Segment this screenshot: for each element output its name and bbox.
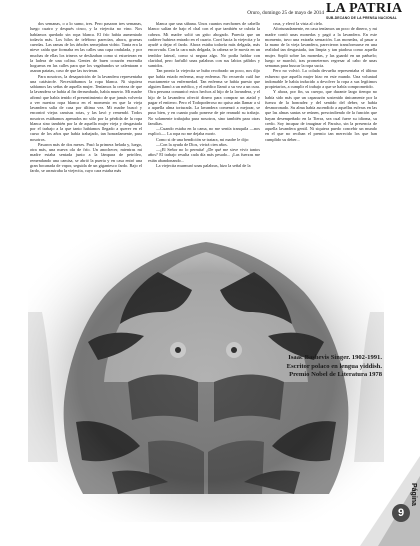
paragraph: Afortunadamente, en casa teníamos un poco de dinero, y mi madre contó unas monedas y pagó a la lavandera. En este momento, tuvo una extraña sensación. Las monedas, al pasar a la mano de la vieja lavandera, parecieron transformarse en una realidad tan desgastada, tan limpia y tan piadosa como aquella mujer. Sopló sobre las monedas, y las guardó en un pañuelo; luego se marchó, tras prometernos regresar al cabo de unas semanas para buscar la ropa sucia.	[265, 26, 377, 68]
text-column-2	[148, 21, 260, 226]
author-credit	[264, 354, 382, 380]
paragraph: Y ahora, por fin, su cuerpo, que durante largo tiempo no había sido más que un caparazón sostenido únicamente por la fuerza de la honradez y del sentido del deber, se había desmoronado. Su alma había ascendido a aquellas esferas en las que las almas santas se reúnen, prescindiendo de la función que hayan desempeñado en la Tierra, sea cual fuere su idioma, su credo. Soy incapaz de imaginar el Paraíso, sin la presencia de aquella lavandera gentil. Ni siquiera puedo concebir un mundo en el que no reciban el premio tan merecido los que han cumplido su deber...	[265, 89, 377, 142]
author-name-dates: Isaac Bashevis Singer. 1902-1991.	[288, 354, 382, 361]
paragraph: cruz, y elevó la vista al cielo.	[273, 21, 324, 26]
paragraph: blanca que una sábana. Unos cuantos mechones de cabello blanco salían de bajo el chal con el que también se cubría la cabeza. Mi madre soltó un grito ahogado. Parecía que un cadáver hubiera entrado en el cuarto. Corrí hacia la viejecita y la ayudé a dejar el fardo. Ahora estaba todavía más delgada, más encorvada. Con la cara más delgada, la cabeza se le movía en un temblor lateral, como si negara algo. No podía hablar con claridad, pero farfulló unas palabras con sus labios pálidos y sumidos.	[148, 21, 260, 68]
newspaper-tagline: SUB-DECANO DE LA PRENSA NACIONAL	[326, 16, 397, 20]
paragraph: Para nosotros, la desaparición de la lavandera representaba una catástrofe. Necesitábamos la ropa blanca. Ni siquiera sabíamos las señas de aquella mujer. Teníamos la certeza de que la lavandera se había al fin derrumbado, había muerto. Mi madre afirmó que había tenido el presentimiento de que jamás volvería a ver nuestra ropa blanca en el momento en que la vieja lavandera salía de casa por última vez. Mi madre buscó y encontró viejas camisas rotas, y las lavó y remendó. Todos nosotros estábamos apenados no sólo por la pérdida de la ropa blanca sino también por la de aquella mujer vieja y desgastada por el trabajo a la que tanto habíamos llegado a querer en el curso de los años que había trabajado, tan honradamente, para nosotros.	[30, 73, 142, 142]
paragraph: —Cuando estaba en la cama, no me sentía tranquila —nos explicó—. La ropa no me dejaba morir.	[148, 126, 260, 137]
paragraph: La viejecita murmuró unas palabras, hizo la señal de la	[156, 162, 251, 168]
issue-date: Oruro, domingo 25 de mayo de 2014	[247, 10, 324, 16]
paragraph: Como si de una bendición se tratara, mi madre le dijo:	[156, 136, 250, 142]
paragraph: Tan pronto la viejecita se hubo recobrado un poco, nos dijo que había estado enferma, muy enferma. No recuerdo cuál fue exactamente su enfermedad. Tan enferma se había puesto que alguien llamó a un médico, y el médico llamó a su vez a un cura. Otra persona comunicó estos hechos al hijo de la lavandera, y el hijo de la lavandera ofreció dinero para comprar un ataúd y pagar el entierro. Pero el Todopoderoso no quiso aún llamar a sí a aquella alma torturada. La lavandera comenzó a mejorar, se puso bien, y en cuanto pudo ponerse de pie reanudó su trabajo. No solamente trabajaba para nosotros, sino también para otras familias.	[148, 68, 260, 126]
page-label: Página	[410, 483, 417, 506]
paragraph: Pasaron más de dos meses. Pasó la primera helada y, luego, otra más, una nueva ola de frío. Un anochecer, mientras mi madre estaba sentada junto a la lámpara de petróleo, remendando una camisa, se abrió la puerta y en casa entró una gran bocanada de vapor, seguida de un gigantesco fardo. Bajo el fardo, se arrastraba la viejecita, cuyo cara estaba más	[30, 141, 142, 173]
author-description: Escritor polaco en lengua yiddish.	[286, 362, 382, 370]
paragraph: Pero no volvió. La colada devuelta representaba el último esfuerzo que aquella mujer hizo en este mundo. Una voluntad indomable le había inducido a devolver la ropa a sus legítimos propietarios, a cumplir el trabajo a que se había comprometido.	[265, 68, 377, 89]
paragraph: —Con la ayuda de Dios, vivirá cien años.	[156, 141, 228, 147]
text-column-1	[30, 21, 142, 226]
paragraph: —¡El Señor no lo permita! ¿De qué me sirve vivir tantos años? El trabajo resulta cada día más pesado... ¡Las fuerzas me están abandonando...	[148, 147, 260, 163]
author-award: Premio Nobel de Literatura 1978	[289, 371, 382, 379]
text-column-3	[265, 21, 377, 226]
page-number: 9	[392, 504, 410, 522]
newspaper-masthead	[326, 2, 406, 20]
paragraph: dos semanas, o a lo sumo, tres. Pero pasaron tres semanas, luego cuatro y después cinco, y la viejecita no vino. Nos habíamos quedado sin ropa blanca. El frío había aumentado todavía más. Los hilos de teléfono parecían, ahora, gruesas cuerdas. Las ramas de los árboles semejaban vidrio. Tanta era la nieve caída que formaba en las calles una capa ondulada, y por muchas de ellas los trineos se deslizaban como si estuvieran en la ladera de una colina. Gentes de buen corazón encendía hogueras en las calles para que los vagabundos se calentaran o asaran patatas, caso de que las tuvieran.	[30, 21, 142, 74]
newspaper-name: LA PATRIA	[326, 1, 403, 16]
